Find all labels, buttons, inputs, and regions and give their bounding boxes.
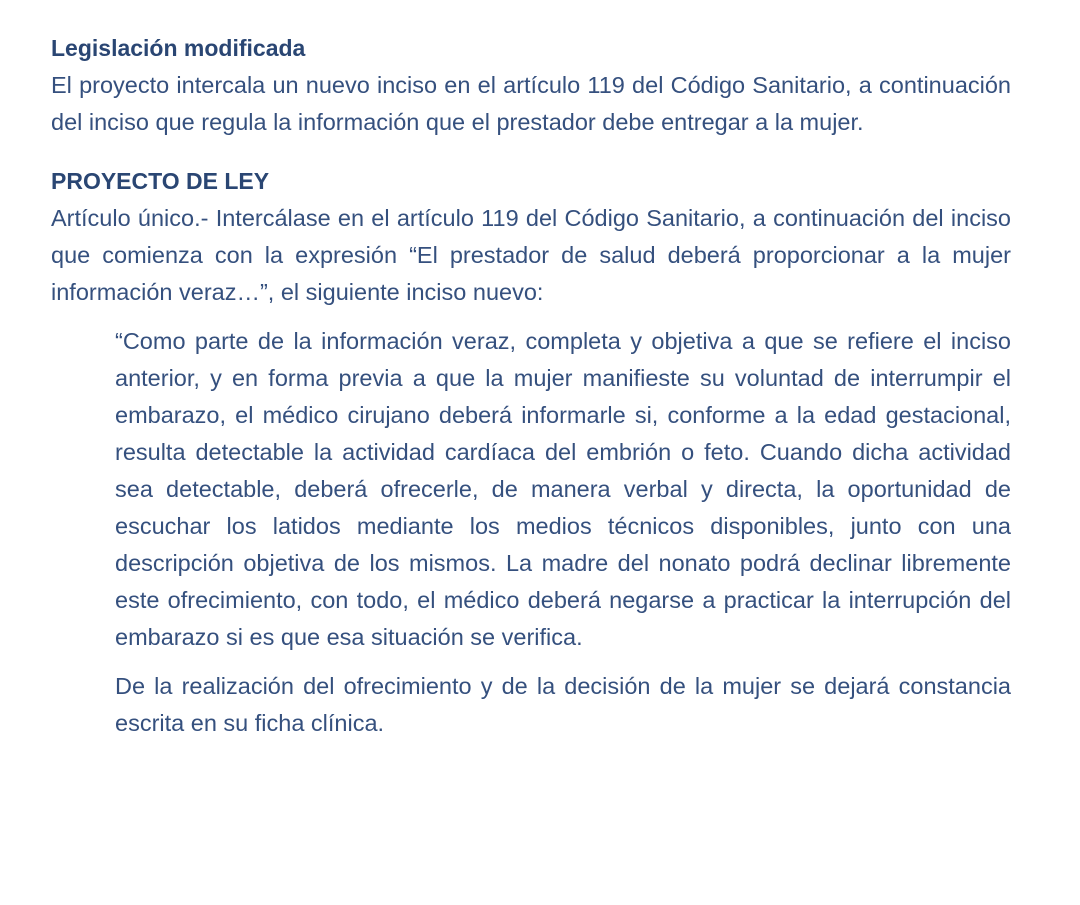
quote-paragraph: De la realización del ofrecimiento y de la decisión de la mujer se dejará constancia escrita en su ficha clínica. (115, 673, 1011, 736)
document-page (51, 30, 1011, 754)
section-paragraph: Artículo único.- Intercálase en el artículo 119 del Código Sanitario, a continuación del inciso que comienza con la expresión “El prestador de salud deberá proporcionar a la mujer información veraz…”, el siguiente inciso nuevo: (51, 205, 1011, 305)
quote-paragraph: “Como parte de la información veraz, completa y objetiva a que se refiere el inciso anterior, y en forma previa a que la mujer manifieste su voluntad de interrumpir el embarazo, el médico cirujano deberá informarle si, conforme a la edad gestacional, resulta detectable la actividad cardíaca del embrión o feto. Cuando dicha actividad sea detectable, deberá ofrecerle, de manera verbal y directa, la oportunidad de escuchar los latidos mediante los medios técnicos disponibles, junto con una descripción objetiva de los mismos. La madre del nonato podrá declinar libremente este ofrecimiento, con todo, el médico deberá negarse a practicar la interrupción del embarazo si es que esa situación se verifica. (115, 328, 1011, 650)
section-proyecto-de-ley (51, 163, 1011, 311)
section-heading: PROYECTO DE LEY (51, 168, 270, 194)
quoted-new-clause (115, 323, 1011, 742)
section-legislacion-modificada (51, 30, 1011, 141)
section-heading: Legislación modificada (51, 35, 306, 61)
section-paragraph: El proyecto intercala un nuevo inciso en el artículo 119 del Código Sanitario, a continuación del inciso que regula la información que el prestador debe entregar a la mujer. (51, 72, 1011, 135)
